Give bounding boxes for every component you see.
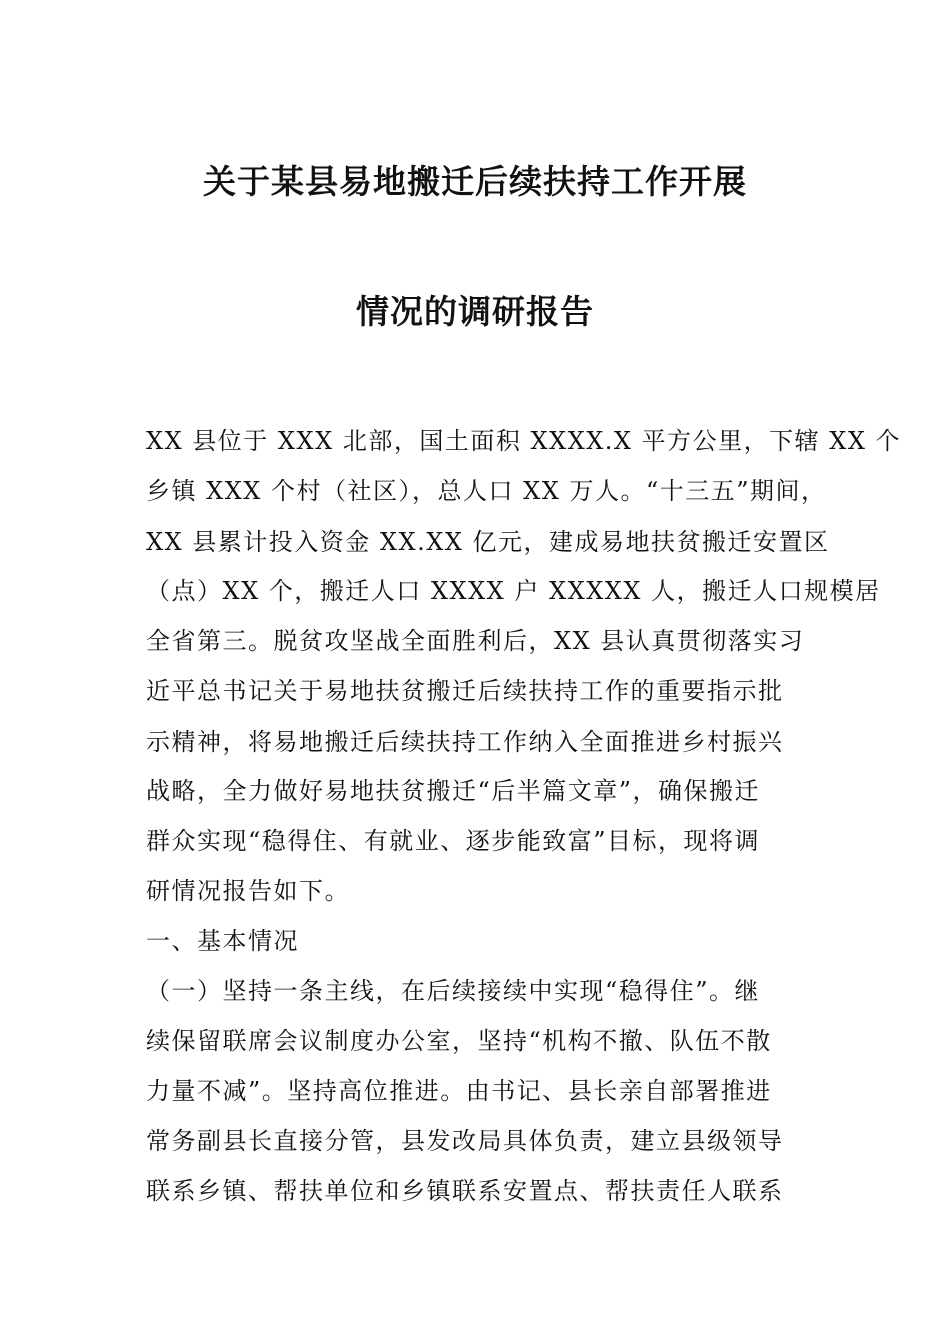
body-line: XX 县累计投入资金 XX.XX 亿元，建成易地扶贫搬迁安置区 [146,528,830,556]
body-line: 研情况报告如下。 [146,877,350,905]
body-line: XX 县位于 XXX 北部，国土面积 XXXX.X 平方公里，下辖 XX 个 [146,427,902,455]
body-line: 群众实现“稳得住、有就业、逐步能致富”目标，现将调 [146,827,761,855]
body-line: 战略，全力做好易地扶贫搬迁“后半篇文章”，确保搬迁 [146,777,761,805]
body-line: 联系乡镇、帮扶单位和乡镇联系安置点、帮扶责任人联系 [146,1177,784,1205]
body-line: 乡镇 XXX 个村（社区），总人口 XX 万人。“十三五”期间， [146,477,827,505]
body-line: 近平总书记关于易地扶贫搬迁后续扶持工作的重要指示批 [146,677,784,705]
section-heading: 一、基本情况 [146,927,299,955]
body-line: （一）坚持一条主线，在后续接续中实现“稳得住”。继 [146,977,761,1005]
body-line: 全省第三。脱贫攻坚战全面胜利后，XX 县认真贯彻落实习 [146,627,805,655]
body-line: （点）XX 个，搬迁人口 XXXX 户 XXXXX 人，搬迁人口规模居 [146,577,881,605]
body-line: 示精神，将易地搬迁后续扶持工作纳入全面推进乡村振兴 [146,728,784,756]
document-title-line-1: 关于某县易地搬迁后续扶持工作开展 [203,162,747,201]
body-line: 力量不减”。坚持高位推进。由书记、县长亲自部署推进 [146,1077,772,1105]
body-line: 续保留联席会议制度办公室，坚持“机构不撤、队伍不散 [146,1027,772,1055]
document-title-line-2: 情况的调研报告 [356,292,594,331]
body-line: 常务副县长直接分管，县发改局具体负责，建立县级领导 [146,1127,784,1155]
